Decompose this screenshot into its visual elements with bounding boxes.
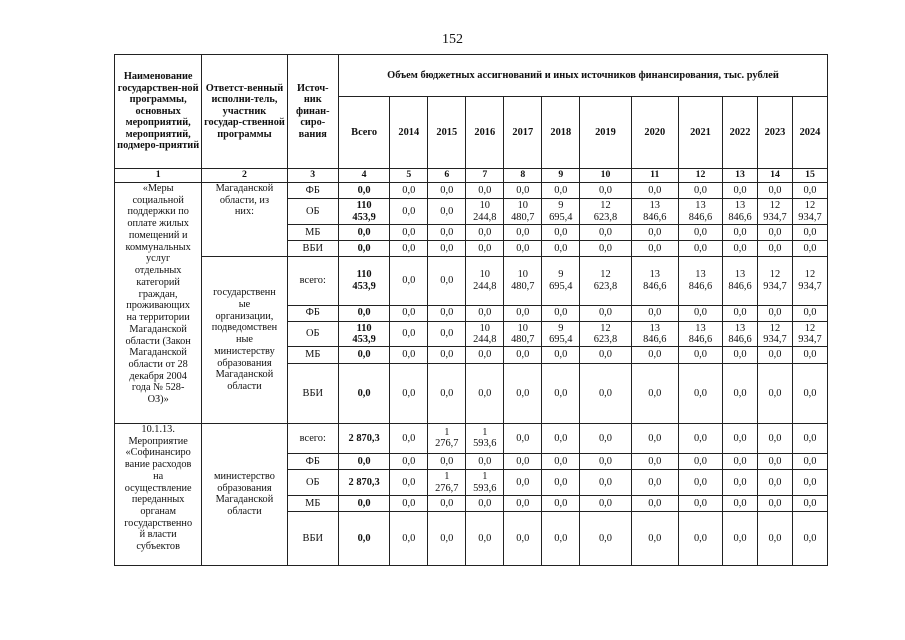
year-value: 13 846,6 [631,321,678,347]
funding-source: ВБИ [287,512,338,566]
year-value: 0,0 [758,512,793,566]
year-value: 1 593,6 [466,423,504,453]
table-header [115,55,828,183]
year-value: 0,0 [631,241,678,257]
year-value: 0,0 [504,512,542,566]
year-value: 0,0 [792,495,827,511]
year-value: 0,0 [542,305,580,321]
year-value: 0,0 [542,183,580,199]
year-value: 0,0 [504,470,542,496]
year-value: 0,0 [758,470,793,496]
year-value: 0,0 [390,453,428,469]
year-value: 0,0 [631,453,678,469]
year-value: 0,0 [428,495,466,511]
table-row [115,183,828,199]
funding-source: ФБ [287,453,338,469]
year-value: 0,0 [390,305,428,321]
year-value: 0,0 [723,363,758,423]
year-value: 13 846,6 [631,199,678,225]
year-value: 0,0 [466,347,504,363]
year-value: 0,0 [758,224,793,240]
column-number: 1 [115,169,202,183]
total-value: 110 453,9 [338,199,389,225]
year-value: 0,0 [504,224,542,240]
funding-source: ОБ [287,470,338,496]
funding-source: всего: [287,257,338,305]
year-value: 12 934,7 [792,321,827,347]
year-value: 0,0 [580,495,631,511]
year-value: 10 480,7 [504,321,542,347]
year-value: 0,0 [390,470,428,496]
year-value: 0,0 [631,347,678,363]
header-source: Источ-ник финан-сиро-вания [287,55,338,169]
column-number: 11 [631,169,678,183]
year-value: 0,0 [504,495,542,511]
year-value: 1 593,6 [466,470,504,496]
year-value: 0,0 [466,453,504,469]
year-value: 0,0 [466,224,504,240]
header-year: 2016 [466,97,504,169]
year-value: 0,0 [504,423,542,453]
total-value: 110 453,9 [338,257,389,305]
year-value: 0,0 [504,183,542,199]
header-year: Всего [338,97,389,169]
year-value: 12 934,7 [792,199,827,225]
year-value: 0,0 [466,183,504,199]
column-number: 2 [202,169,287,183]
year-value: 0,0 [792,347,827,363]
year-value: 0,0 [678,363,722,423]
column-numbers-row [115,169,828,183]
year-value: 0,0 [580,347,631,363]
year-value: 10 244,8 [466,257,504,305]
year-value: 0,0 [428,363,466,423]
year-value: 0,0 [428,347,466,363]
year-value: 0,0 [792,363,827,423]
header-year: 2024 [792,97,827,169]
year-value: 0,0 [580,224,631,240]
year-value: 0,0 [792,470,827,496]
year-value: 0,0 [580,241,631,257]
year-value: 0,0 [466,495,504,511]
column-number: 9 [542,169,580,183]
year-value: 0,0 [580,470,631,496]
table-row [115,257,828,305]
year-value: 0,0 [631,183,678,199]
year-value: 0,0 [678,453,722,469]
total-value: 2 870,3 [338,423,389,453]
year-value: 0,0 [466,363,504,423]
total-value: 0,0 [338,347,389,363]
year-value: 0,0 [428,241,466,257]
year-value: 10 480,7 [504,199,542,225]
year-value: 12 623,8 [580,321,631,347]
header-year: 2019 [580,97,631,169]
year-value: 0,0 [542,470,580,496]
total-value: 0,0 [338,241,389,257]
year-value: 0,0 [504,241,542,257]
year-value: 0,0 [723,423,758,453]
header-funding: Объем бюджетных ассигнований и иных источников финансирования, тыс. рублей [338,55,827,97]
funding-source: ОБ [287,321,338,347]
total-value: 0,0 [338,363,389,423]
header-year: 2021 [678,97,722,169]
year-value: 0,0 [466,512,504,566]
year-value: 0,0 [792,183,827,199]
year-value: 13 846,6 [723,257,758,305]
year-value: 12 934,7 [758,321,793,347]
column-number: 7 [466,169,504,183]
year-value: 9 695,4 [542,321,580,347]
year-value: 0,0 [631,495,678,511]
year-value: 12 934,7 [758,257,793,305]
year-value: 0,0 [758,495,793,511]
year-value: 0,0 [390,423,428,453]
year-value: 0,0 [723,241,758,257]
column-number: 3 [287,169,338,183]
year-value: 0,0 [758,183,793,199]
year-value: 10 244,8 [466,199,504,225]
year-value: 0,0 [792,305,827,321]
header-year: 2014 [390,97,428,169]
year-value: 0,0 [542,363,580,423]
year-value: 0,0 [580,305,631,321]
year-value: 10 480,7 [504,257,542,305]
year-value: 13 846,6 [723,321,758,347]
year-value: 0,0 [580,183,631,199]
header-responsible: Ответст-венный исполни-тель, участник государ-ственной программы [202,55,287,169]
column-number: 5 [390,169,428,183]
column-number: 13 [723,169,758,183]
year-value: 0,0 [723,453,758,469]
year-value: 13 846,6 [678,321,722,347]
column-number: 14 [758,169,793,183]
funding-source: МБ [287,347,338,363]
year-value: 9 695,4 [542,257,580,305]
funding-source: МБ [287,224,338,240]
year-value: 0,0 [390,321,428,347]
responsible-executor: Магаданской области, из них: [202,183,287,257]
year-value: 13 846,6 [678,199,722,225]
year-value: 0,0 [542,495,580,511]
year-value: 0,0 [428,199,466,225]
header-year: 2017 [504,97,542,169]
year-value: 0,0 [631,363,678,423]
year-value: 0,0 [758,363,793,423]
year-value: 0,0 [758,453,793,469]
year-value: 0,0 [428,183,466,199]
year-value: 0,0 [542,453,580,469]
year-value: 0,0 [428,224,466,240]
header-year: 2015 [428,97,466,169]
year-value: 0,0 [723,495,758,511]
responsible-executor: министерство образования Магаданской области [202,423,287,565]
year-value: 0,0 [723,183,758,199]
budget-table [114,54,828,566]
year-value: 0,0 [678,241,722,257]
table-row [115,423,828,453]
year-value: 0,0 [758,241,793,257]
year-value: 0,0 [631,470,678,496]
year-value: 0,0 [390,512,428,566]
funding-source: ОБ [287,199,338,225]
year-value: 0,0 [504,347,542,363]
year-value: 0,0 [542,224,580,240]
year-value: 0,0 [466,305,504,321]
year-value: 0,0 [678,224,722,240]
column-number: 8 [504,169,542,183]
year-value: 0,0 [580,512,631,566]
year-value: 0,0 [390,199,428,225]
year-value: 0,0 [792,512,827,566]
year-value: 0,0 [631,512,678,566]
year-value: 0,0 [504,305,542,321]
program-description: «Меры социальной поддержки по оплате жилых помещений и коммунальных услуг отдельных категорий граждан, проживающих на территории Магаданской области (Закон Магаданской области от 28 декабря 2004 года № 528- ОЗ)» [115,183,202,424]
year-value: 0,0 [678,423,722,453]
column-number: 12 [678,169,722,183]
year-value: 0,0 [792,241,827,257]
year-value: 0,0 [580,453,631,469]
total-value: 0,0 [338,183,389,199]
year-value: 0,0 [390,183,428,199]
total-value: 0,0 [338,495,389,511]
header-year: 2023 [758,97,793,169]
column-number: 4 [338,169,389,183]
year-value: 0,0 [390,224,428,240]
year-value: 9 695,4 [542,199,580,225]
year-value: 0,0 [390,347,428,363]
page-number: 152 [442,32,463,47]
year-value: 0,0 [792,423,827,453]
year-value: 0,0 [542,512,580,566]
year-value: 0,0 [678,495,722,511]
year-value: 0,0 [678,183,722,199]
year-value: 0,0 [390,363,428,423]
year-value: 0,0 [678,512,722,566]
year-value: 0,0 [542,347,580,363]
year-value: 0,0 [631,305,678,321]
header-name: Наименование государствен-ной программы, основных мероприятий, мероприятий, подмеро-приятий [115,55,202,169]
year-value: 0,0 [390,257,428,305]
year-value: 0,0 [758,305,793,321]
year-value: 0,0 [428,257,466,305]
table-body [115,183,828,566]
year-value: 12 623,8 [580,257,631,305]
column-number: 10 [580,169,631,183]
year-value: 12 934,7 [792,257,827,305]
year-value: 0,0 [678,347,722,363]
total-value: 0,0 [338,453,389,469]
year-value: 0,0 [580,363,631,423]
year-value: 0,0 [542,423,580,453]
total-value: 0,0 [338,305,389,321]
total-value: 0,0 [338,224,389,240]
year-value: 0,0 [678,305,722,321]
year-value: 12 934,7 [758,199,793,225]
year-value: 0,0 [723,512,758,566]
year-value: 13 846,6 [723,199,758,225]
responsible-executor: государственн ые организации, подведомствен ные министерству образования Магаданской области [202,257,287,424]
year-value: 0,0 [678,470,722,496]
year-value: 0,0 [542,241,580,257]
column-number: 15 [792,169,827,183]
total-value: 0,0 [338,512,389,566]
year-value: 0,0 [758,347,793,363]
year-value: 0,0 [504,453,542,469]
funding-source: всего: [287,423,338,453]
year-value: 13 846,6 [678,257,722,305]
year-value: 0,0 [631,423,678,453]
column-number: 6 [428,169,466,183]
year-value: 0,0 [428,321,466,347]
year-value: 12 623,8 [580,199,631,225]
total-value: 110 453,9 [338,321,389,347]
year-value: 0,0 [504,363,542,423]
year-value: 1 276,7 [428,423,466,453]
year-value: 13 846,6 [631,257,678,305]
year-value: 0,0 [792,224,827,240]
funding-source: МБ [287,495,338,511]
year-value: 0,0 [390,495,428,511]
year-value: 0,0 [428,512,466,566]
header-year: 2020 [631,97,678,169]
year-value: 0,0 [428,305,466,321]
year-value: 0,0 [758,423,793,453]
year-value: 0,0 [723,224,758,240]
year-value: 0,0 [631,224,678,240]
year-value: 0,0 [792,453,827,469]
year-value: 0,0 [580,423,631,453]
year-value: 0,0 [723,470,758,496]
funding-source: ВБИ [287,363,338,423]
total-value: 2 870,3 [338,470,389,496]
year-value: 0,0 [466,241,504,257]
funding-source: ФБ [287,305,338,321]
year-value: 0,0 [428,453,466,469]
year-value: 0,0 [390,241,428,257]
header-year: 2022 [723,97,758,169]
header-year: 2018 [542,97,580,169]
year-value: 10 244,8 [466,321,504,347]
year-value: 1 276,7 [428,470,466,496]
funding-source: ФБ [287,183,338,199]
program-description: 10.1.13. Мероприятие «Софинансиро вание расходов на осуществление переданных органам государственно й власти субъектов [115,423,202,565]
year-value: 0,0 [723,347,758,363]
year-value: 0,0 [723,305,758,321]
funding-source: ВБИ [287,241,338,257]
